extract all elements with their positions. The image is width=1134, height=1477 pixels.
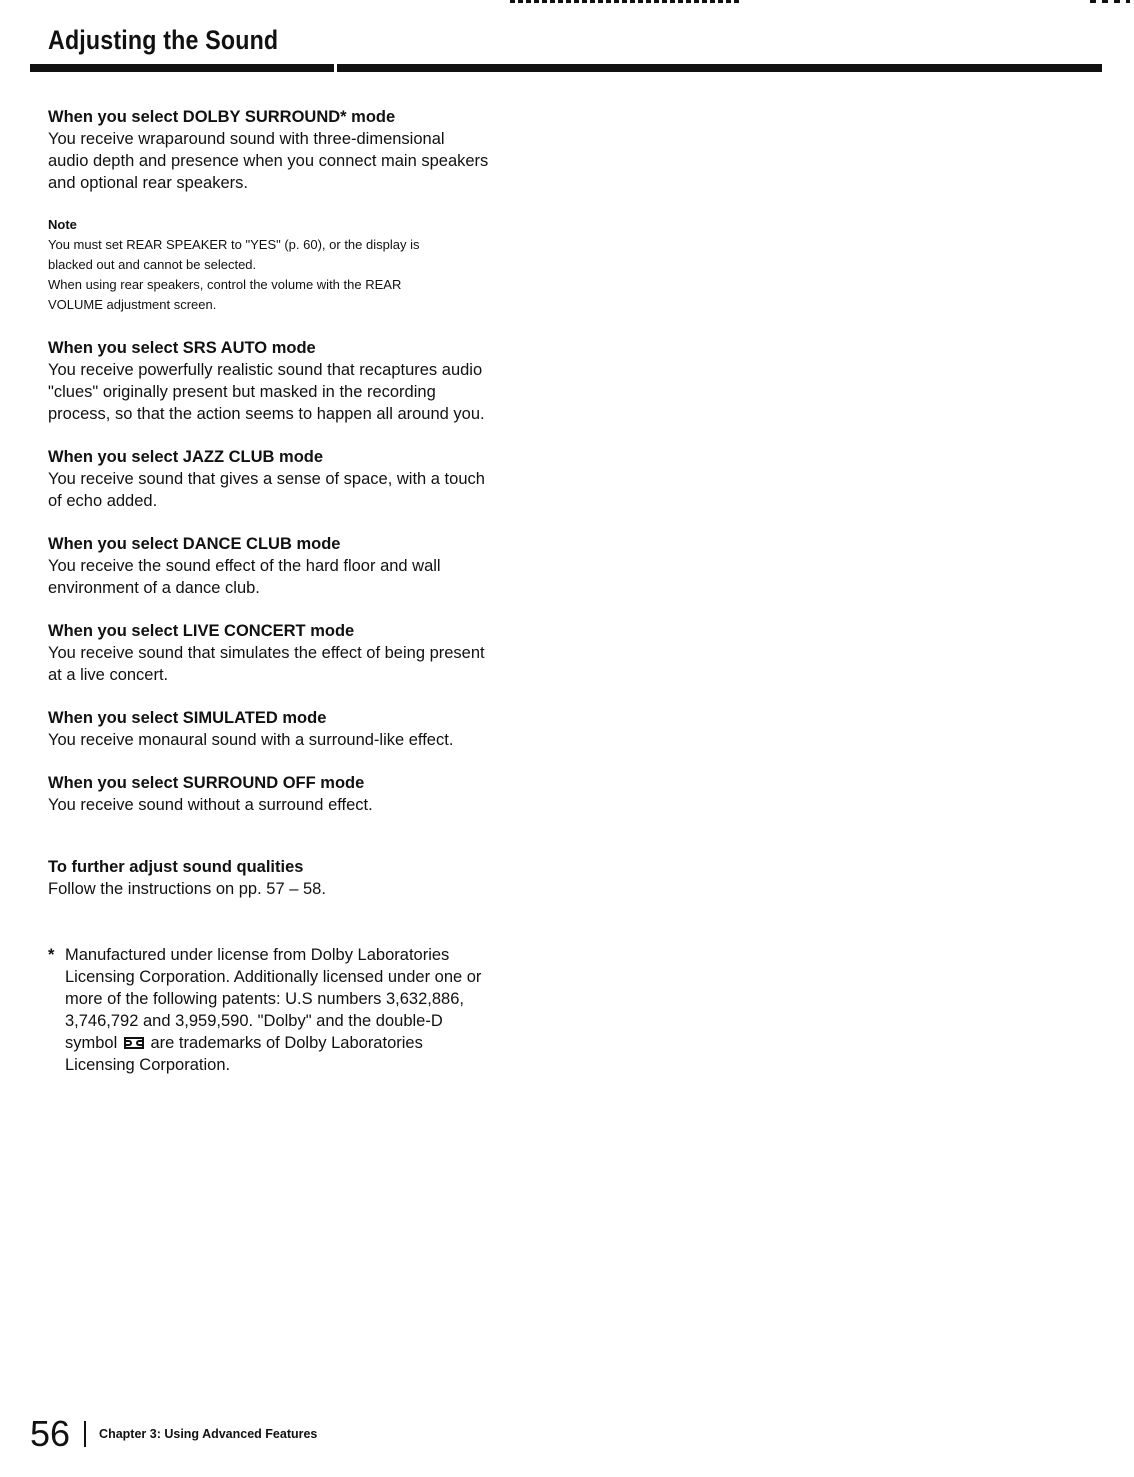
- section-line: environment of a dance club.: [48, 579, 260, 597]
- section-line: You receive wraparound sound with three-dimensional: [48, 130, 445, 148]
- section-heading: When you select SRS AUTO mode: [48, 339, 316, 357]
- section-dolby-surround: [48, 106, 548, 194]
- section-line: audio depth and presence when you connect main speakers: [48, 152, 489, 170]
- section-line: process, so that the action seems to happen all around you.: [48, 405, 485, 423]
- section-line: You receive sound that simulates the effect of being present: [48, 644, 485, 662]
- section-line: You receive monaural sound with a surround-like effect.: [48, 731, 454, 749]
- section-heading: When you select JAZZ CLUB mode: [48, 448, 324, 466]
- footnote-line: Manufactured under license from Dolby Laboratories: [65, 946, 450, 964]
- note-line: VOLUME adjustment screen.: [48, 297, 217, 312]
- section-line: "clues" originally present but masked in the recording: [48, 383, 436, 401]
- page-footer: [30, 1414, 317, 1454]
- note-line: You must set REAR SPEAKER to "YES" (p. 60), or the display is: [48, 237, 420, 252]
- section-heading: To further adjust sound qualities: [48, 858, 304, 876]
- footnote-symbol-suffix: are trademarks of Dolby Laboratories: [150, 1034, 423, 1052]
- footnote-line: Licensing Corporation.: [65, 1056, 231, 1074]
- scan-artifact-top-right: [1090, 0, 1130, 3]
- section-line: You receive the sound effect of the hard floor and wall: [48, 557, 441, 575]
- section-heading: When you select SURROUND OFF mode: [48, 774, 365, 792]
- section-line: You receive sound that gives a sense of space, with a touch: [48, 470, 485, 488]
- section-heading: When you select SIMULATED mode: [48, 709, 327, 727]
- section-line: You receive sound without a surround effect.: [48, 796, 373, 814]
- note-heading: Note: [48, 217, 77, 232]
- section-heading: When you select DANCE CLUB mode: [48, 535, 341, 553]
- section-live-concert: [48, 620, 548, 686]
- footnote-text: [65, 944, 481, 1076]
- section-srs-auto: [48, 337, 548, 425]
- page-title: Adjusting the Sound: [48, 25, 279, 55]
- footer-divider: [84, 1421, 86, 1447]
- page-number: 56: [30, 1413, 71, 1454]
- double-d-icon: [124, 1037, 144, 1049]
- footnote-line: 3,746,792 and 3,959,590. "Dolby" and the double-D: [65, 1012, 443, 1030]
- chapter-label: Chapter 3: Using Advanced Features: [99, 1427, 318, 1441]
- section-heading: When you select LIVE CONCERT mode: [48, 622, 355, 640]
- note-line: When using rear speakers, control the volume with the REAR: [48, 277, 402, 292]
- note-line: blacked out and cannot be selected.: [48, 257, 257, 272]
- section-jazz-club: [48, 446, 548, 512]
- section-further-adjust: [48, 856, 548, 900]
- scan-artifact-top: [510, 0, 740, 3]
- title-rule-notch: [334, 64, 337, 72]
- main-content: [48, 106, 548, 1076]
- footnote-marker: *: [48, 946, 55, 964]
- title-rule: [30, 64, 1102, 72]
- section-dance-club: [48, 533, 548, 599]
- section-line: Follow the instructions on pp. 57 – 58.: [48, 880, 326, 898]
- section-line: of echo added.: [48, 492, 158, 510]
- footnote-symbol-line: [65, 1032, 481, 1054]
- section-line: at a live concert.: [48, 666, 169, 684]
- footnote-symbol-prefix: symbol: [65, 1034, 118, 1052]
- footnote-line: more of the following patents: U.S numbers 3,632,886,: [65, 990, 464, 1008]
- dolby-footnote: [48, 944, 548, 1076]
- section-simulated: [48, 707, 548, 751]
- section-line: and optional rear speakers.: [48, 174, 248, 192]
- footnote-line: Licensing Corporation. Additionally licensed under one or: [65, 968, 482, 986]
- note-block: [48, 215, 548, 315]
- section-line: You receive powerfully realistic sound that recaptures audio: [48, 361, 483, 379]
- section-surround-off: [48, 772, 548, 816]
- section-heading: When you select DOLBY SURROUND* mode: [48, 108, 396, 126]
